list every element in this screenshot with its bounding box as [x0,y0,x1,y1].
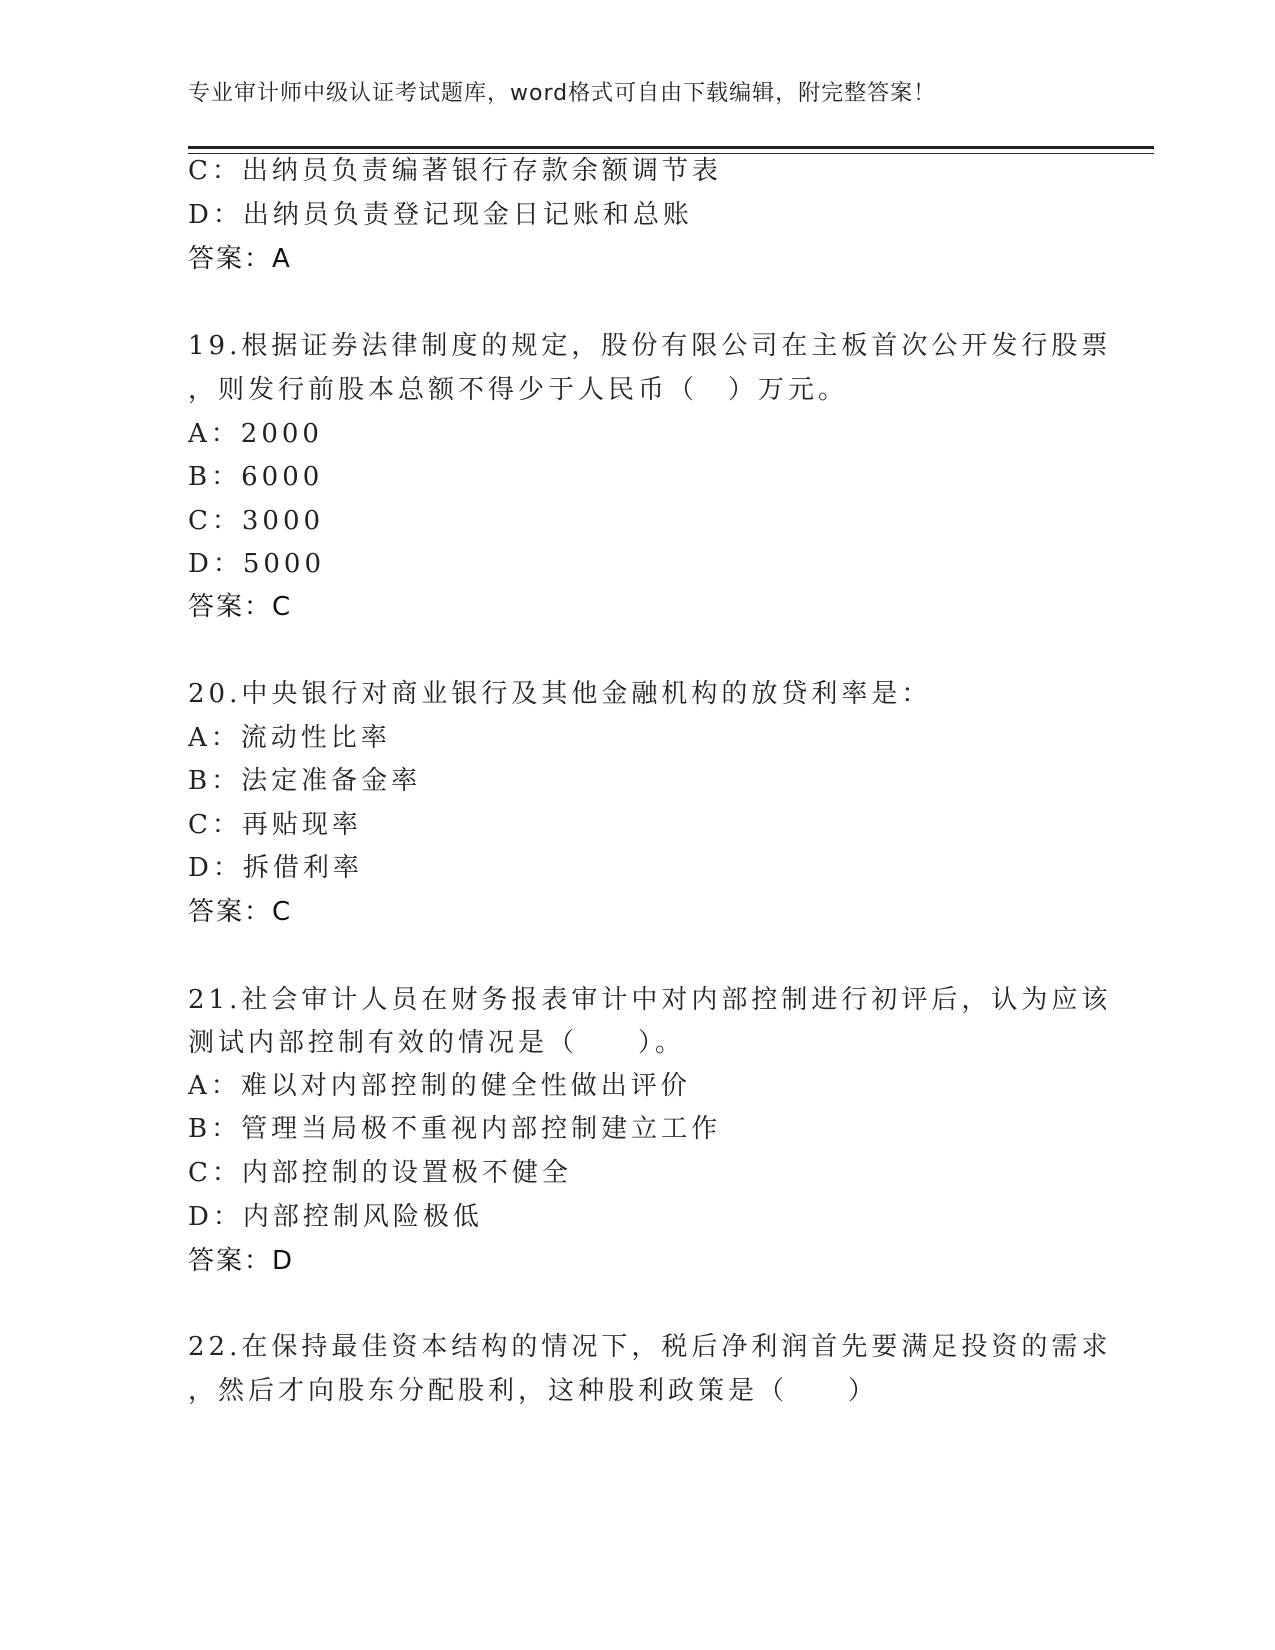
q21-option-c: C：内部控制的设置极不健全 [188,1158,572,1188]
q21-option-b: B：管理当局极不重视内部控制建立工作 [188,1114,722,1144]
q19-option-b: B：6000 [188,462,324,492]
q20-option-c: C：再贴现率 [188,810,362,840]
q20-option-b: B：法定准备金率 [188,766,422,796]
q20-option-d: D：拆借利率 [188,853,363,883]
q18-option-c: C：出纳员负责编著银行存款余额调节表 [188,156,722,186]
q21-question-line1: 21.社会审计人员在财务报表审计中对内部控制进行初评后，认为应该 [188,985,1112,1015]
q22-question-line2: ，然后才向股东分配股利，这种股利政策是（ ） [188,1376,879,1406]
q21-option-d: D：内部控制风险极低 [188,1202,483,1232]
q22-question-line1: 22.在保持最佳资本结构的情况下，税后净利润首先要满足投资的需求 [188,1332,1112,1362]
q19-option-c: C：3000 [188,506,325,536]
q20-question-line1: 20.中央银行对商业银行及其他金融机构的放贷利率是： [188,679,932,709]
q18-answer: 答案：A [188,244,292,274]
q21-question-line2: 测试内部控制有效的情况是（ ）。 [188,1028,686,1058]
q19-option-a: A：2000 [188,419,323,449]
q19-option-d: D：5000 [188,549,326,579]
page-header: 专业审计师中级认证考试题库，word格式可自由下载编辑，附完整答案！ [188,81,937,106]
q20-option-a: A：流动性比率 [188,723,391,753]
q20-answer: 答案：C [188,897,293,927]
q18-option-d: D：出纳员负责登记现金日记账和总账 [188,200,693,230]
header-divider-thick [188,146,1154,149]
q21-answer: 答案：D [188,1246,295,1276]
q19-question-line2: ，则发行前股本总额不得少于人民币（ ）万元。 [188,375,849,405]
q19-answer: 答案：C [188,592,293,622]
q19-question-line1: 19.根据证券法律制度的规定，股份有限公司在主板首次公开发行股票 [188,331,1112,361]
q21-option-a: A：难以对内部控制的健全性做出评价 [188,1071,691,1101]
